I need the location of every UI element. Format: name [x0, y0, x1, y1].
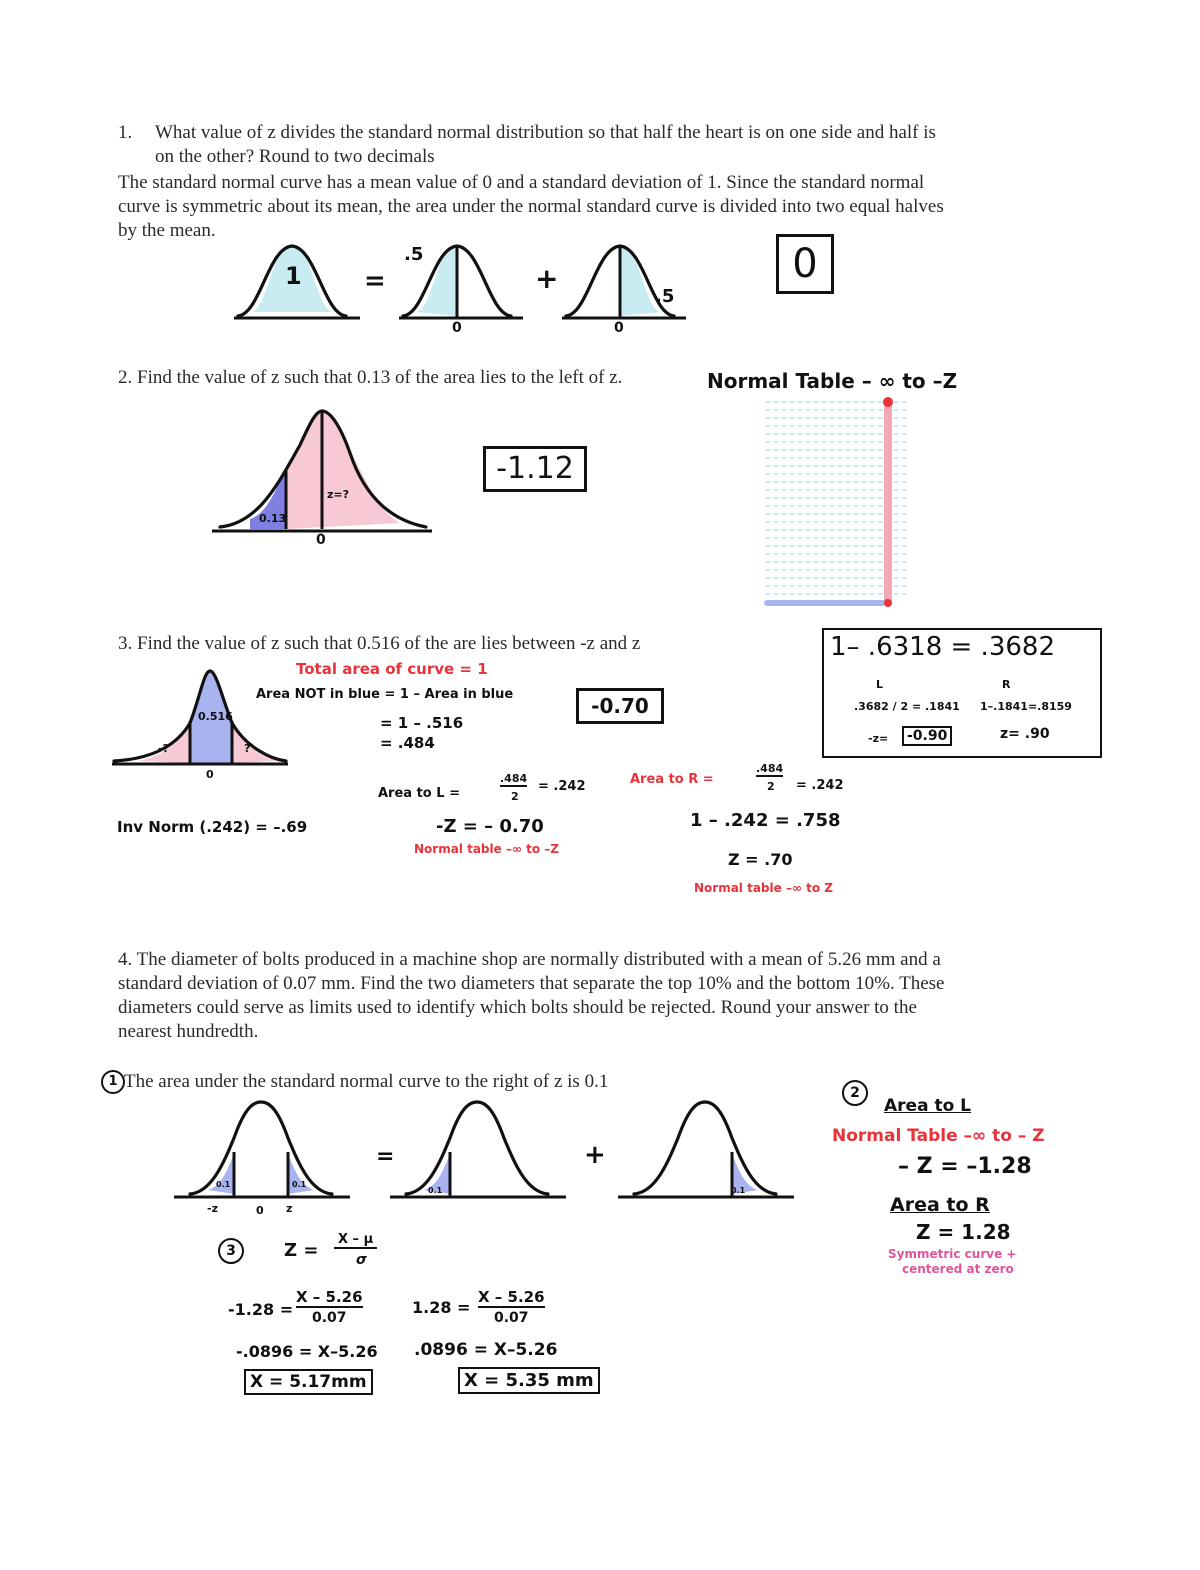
- q4-neg-z: – Z = –1.28: [898, 1154, 1032, 1179]
- q3-area-to-L: Area to L =: [378, 786, 460, 801]
- q4-right-lhs: 1.28 =: [412, 1298, 471, 1317]
- q3-area-to-R-den: 2: [767, 780, 775, 793]
- q2-z-label: z=?: [327, 488, 349, 501]
- q1-explanation-line3: by the mean.: [118, 220, 216, 241]
- q4-pos-z: Z = 1.28: [916, 1220, 1011, 1244]
- q3-step2: = .484: [380, 734, 435, 752]
- q4-curve3-tail: 0.1: [731, 1186, 746, 1195]
- q3-box-L-calc: .3682 / 2 = .1841: [854, 700, 960, 713]
- q3-area-to-L-result: = .242: [538, 779, 586, 794]
- q1-curve1-label: 1: [285, 262, 302, 290]
- q1-curve-right-half: [558, 240, 698, 325]
- q3-area-not-blue: Area NOT in blue = 1 – Area in blue: [256, 687, 514, 702]
- q4-left-den: 0.07: [312, 1310, 347, 1326]
- q1-curve3-area: .5: [655, 286, 675, 307]
- q4-step1-marker: 1: [101, 1070, 125, 1094]
- q3-alt-calc-box: [822, 628, 1102, 758]
- q2-shaded-label: 0.13: [259, 512, 287, 525]
- q2-question: 2. Find the value of z such that 0.13 of the area lies to the left of z.: [118, 367, 623, 388]
- q4-formula-den: σ: [356, 1252, 367, 1268]
- q4-symmetric-note-2: centered at zero: [902, 1262, 1014, 1276]
- q2-answer-box: -1.12: [483, 446, 587, 492]
- q3-area-to-R-result: = .242: [796, 778, 844, 793]
- q3-question: 3. Find the value of z such that 0.516 of the are lies between -z and z: [118, 633, 641, 654]
- q3-answer-box: -0.70: [576, 688, 664, 724]
- q4-step3-marker: 3: [218, 1238, 244, 1264]
- q1-number: 1.: [118, 122, 133, 143]
- q1-explanation-line1: The standard normal curve has a mean value of 0 and a standard deviation of 1. Since the standard normal: [118, 172, 925, 193]
- q4-tick-pos: z: [286, 1202, 293, 1215]
- q4-equals: =: [376, 1144, 395, 1169]
- q1-equals: =: [364, 266, 386, 296]
- q3-complement: 1 – .242 = .758: [690, 810, 841, 831]
- q3-box-L-z-prefix: -z=: [868, 732, 889, 745]
- q4-formula-num: X – μ: [334, 1232, 377, 1249]
- q3-area-to-L-den: 2: [511, 790, 519, 803]
- q1-explanation-line2: curve is symmetric about its mean, the area under the normal standard curve is divided into two equal halves: [118, 196, 944, 217]
- q4-right-den: 0.07: [494, 1310, 529, 1326]
- q2-normal-table-image: [760, 394, 910, 609]
- q3-area-to-R: Area to R =: [630, 772, 714, 787]
- q4-step1-text: The area under the standard normal curve to the right of z is 0.1: [124, 1071, 609, 1092]
- q3-neg-z: -Z = – 0.70: [436, 816, 544, 837]
- q3-box-R-calc: 1–.1841=.8159: [980, 700, 1072, 713]
- q1-question-line2: on the other? Round to two decimals: [155, 146, 435, 167]
- q1-curve2-area: .5: [404, 244, 424, 265]
- q4-question-line3: diameters could serve as limits used to identify which bolts should be rejected. Round your answer to the: [118, 997, 917, 1018]
- q2-table-title: Normal Table – ∞ to –Z: [707, 369, 958, 393]
- q4-curve-two-tails: [172, 1096, 352, 1206]
- q3-box-R: R: [1002, 678, 1011, 691]
- q3-box-L-z: -0.90: [902, 726, 952, 746]
- q3-zero: 0: [206, 768, 214, 781]
- q4-area-to-L: Area to L: [884, 1096, 972, 1116]
- q3-left-label: -?: [158, 742, 169, 755]
- q3-box-L: L: [876, 678, 884, 691]
- q4-right-step: .0896 = X–5.26: [414, 1340, 558, 1360]
- q3-right-label: ?: [244, 742, 251, 755]
- q4-right-num: X – 5.26: [478, 1288, 545, 1306]
- q4-left-answer: X = 5.17mm: [244, 1369, 373, 1395]
- q2-zero: 0: [316, 532, 326, 548]
- q3-total-area: Total area of curve = 1: [296, 660, 488, 678]
- q4-tick-zero: 0: [256, 1204, 264, 1217]
- q3-normal-table-R: Normal table –∞ to Z: [694, 881, 833, 895]
- q4-curve-left-tail: [388, 1096, 568, 1206]
- q3-pos-z: Z = .70: [728, 850, 793, 869]
- q1-zero-a: 0: [452, 320, 462, 336]
- q4-step2-marker: 2: [842, 1080, 868, 1106]
- q4-question-line4: nearest hundredth.: [118, 1021, 259, 1042]
- q4-symmetric-note-1: Symmetric curve +: [888, 1247, 1017, 1261]
- q4-curve2-tail: 0.1: [428, 1186, 443, 1195]
- q3-inv-norm: Inv Norm (.242) = –.69: [117, 818, 308, 836]
- q4-formula-lhs: Z =: [284, 1240, 319, 1261]
- q4-curve-right-tail: [616, 1096, 796, 1206]
- q4-plus: +: [584, 1140, 606, 1170]
- q4-area-to-R: Area to R: [890, 1194, 990, 1216]
- q1-answer-box: 0: [776, 234, 834, 294]
- q3-area-to-R-num: .484: [756, 762, 784, 775]
- q3-center-label: 0.516: [198, 710, 233, 723]
- q1-question-line1: What value of z divides the standard normal distribution so that half the heart is on one side and half is: [155, 122, 936, 143]
- q4-right-answer: X = 5.35 mm: [458, 1367, 600, 1394]
- q3-box-R-z: z= .90: [1000, 726, 1050, 742]
- q3-area-to-L-num: .484: [500, 772, 528, 785]
- q4-question-line1: 4. The diameter of bolts produced in a machine shop are normally distributed with a mean of 5.26 mm and a: [118, 949, 941, 970]
- q3-step1: = 1 – .516: [380, 714, 464, 732]
- q1-plus: +: [535, 262, 559, 295]
- q4-tail-right: 0.1: [292, 1180, 307, 1189]
- q4-left-step: -.0896 = X–5.26: [236, 1342, 378, 1361]
- q4-tail-left: 0.1: [216, 1180, 231, 1189]
- q4-question-line2: standard deviation of 0.07 mm. Find the two diameters that separate the top 10% and the bottom 10%. These: [118, 973, 945, 994]
- q3-normal-table-L: Normal table –∞ to –Z: [414, 842, 559, 856]
- q4-normal-table: Normal Table –∞ to – Z: [832, 1126, 1045, 1146]
- q4-left-lhs: -1.28 =: [228, 1300, 294, 1319]
- q1-zero-b: 0: [614, 320, 624, 336]
- q2-curve: [210, 405, 435, 550]
- q4-left-num: X – 5.26: [296, 1288, 363, 1306]
- q3-box-main: 1– .6318 = .3682: [830, 632, 1055, 662]
- q4-tick-neg: -z: [207, 1202, 218, 1215]
